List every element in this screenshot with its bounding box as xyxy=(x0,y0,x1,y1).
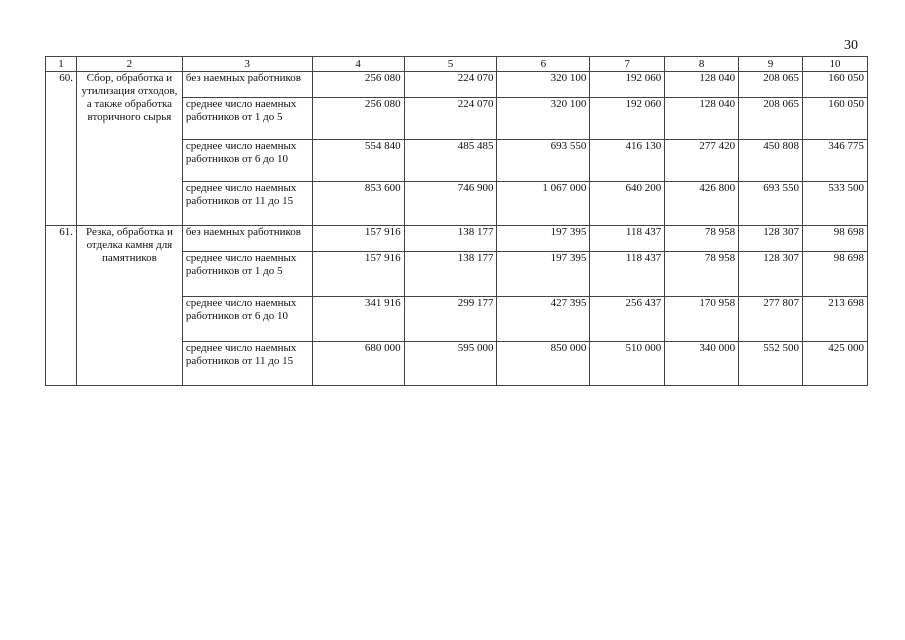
value-cell: 118 437 xyxy=(590,226,665,252)
value-cell: 850 000 xyxy=(497,342,590,386)
value-cell: 208 065 xyxy=(739,72,803,98)
value-cell: 192 060 xyxy=(590,98,665,140)
page-number: 30 xyxy=(844,38,858,53)
value-cell: 320 100 xyxy=(497,98,590,140)
value-cell: 552 500 xyxy=(739,342,803,386)
value-cell: 157 916 xyxy=(312,226,404,252)
column-header: 2 xyxy=(76,57,182,72)
column-header: 7 xyxy=(590,57,665,72)
value-cell: 208 065 xyxy=(739,98,803,140)
value-cell: 320 100 xyxy=(497,72,590,98)
value-cell: 341 916 xyxy=(312,297,404,342)
column-header: 3 xyxy=(182,57,312,72)
condition-cell: без наемных работников xyxy=(182,72,312,98)
value-cell: 256 437 xyxy=(590,297,665,342)
value-cell: 256 080 xyxy=(312,72,404,98)
value-cell: 746 900 xyxy=(404,182,497,226)
condition-cell: среднее число наемных работников от 1 до 5 xyxy=(182,98,312,140)
value-cell: 299 177 xyxy=(404,297,497,342)
value-cell: 340 000 xyxy=(665,342,739,386)
value-cell: 693 550 xyxy=(739,182,803,226)
value-cell: 138 177 xyxy=(404,252,497,297)
column-header: 10 xyxy=(803,57,868,72)
value-cell: 1 067 000 xyxy=(497,182,590,226)
group-number: 60. xyxy=(46,72,77,226)
value-cell: 224 070 xyxy=(404,98,497,140)
value-cell: 160 050 xyxy=(803,72,868,98)
column-header: 5 xyxy=(404,57,497,72)
value-cell: 256 080 xyxy=(312,98,404,140)
value-cell: 98 698 xyxy=(803,226,868,252)
value-cell: 128 307 xyxy=(739,226,803,252)
value-cell: 426 800 xyxy=(665,182,739,226)
value-cell: 128 040 xyxy=(665,72,739,98)
value-cell: 425 000 xyxy=(803,342,868,386)
value-cell: 595 000 xyxy=(404,342,497,386)
value-cell: 197 395 xyxy=(497,252,590,297)
value-cell: 450 808 xyxy=(739,140,803,182)
column-header: 1 xyxy=(46,57,77,72)
value-cell: 510 000 xyxy=(590,342,665,386)
value-cell: 118 437 xyxy=(590,252,665,297)
column-header: 4 xyxy=(312,57,404,72)
value-cell: 680 000 xyxy=(312,342,404,386)
value-cell: 224 070 xyxy=(404,72,497,98)
value-cell: 157 916 xyxy=(312,252,404,297)
condition-cell: среднее число наемных работников от 1 до 5 xyxy=(182,252,312,297)
group-title: Резка, обработка и отделка камня для памятников xyxy=(76,226,182,386)
value-cell: 416 130 xyxy=(590,140,665,182)
column-header: 9 xyxy=(739,57,803,72)
value-cell: 277 420 xyxy=(665,140,739,182)
value-cell: 554 840 xyxy=(312,140,404,182)
value-cell: 78 958 xyxy=(665,226,739,252)
value-cell: 98 698 xyxy=(803,252,868,297)
table-row xyxy=(46,226,868,252)
value-cell: 128 040 xyxy=(665,98,739,140)
value-cell: 277 807 xyxy=(739,297,803,342)
value-cell: 78 958 xyxy=(665,252,739,297)
value-cell: 693 550 xyxy=(497,140,590,182)
condition-cell: среднее число наемных работников от 11 до 15 xyxy=(182,182,312,226)
condition-cell: среднее число наемных работников от 11 до 15 xyxy=(182,342,312,386)
value-cell: 138 177 xyxy=(404,226,497,252)
value-cell: 128 307 xyxy=(739,252,803,297)
column-header: 6 xyxy=(497,57,590,72)
value-cell: 427 395 xyxy=(497,297,590,342)
column-header: 8 xyxy=(665,57,739,72)
group-title: Сбор, обработка и утилизация отходов, а также обработка вторичного сырья xyxy=(76,72,182,226)
rates-table xyxy=(45,56,868,386)
condition-cell: среднее число наемных работников от 6 до 10 xyxy=(182,140,312,182)
value-cell: 346 775 xyxy=(803,140,868,182)
table-row xyxy=(46,72,868,98)
value-cell: 853 600 xyxy=(312,182,404,226)
value-cell: 485 485 xyxy=(404,140,497,182)
condition-cell: без наемных работников xyxy=(182,226,312,252)
value-cell: 197 395 xyxy=(497,226,590,252)
value-cell: 213 698 xyxy=(803,297,868,342)
value-cell: 160 050 xyxy=(803,98,868,140)
value-cell: 192 060 xyxy=(590,72,665,98)
value-cell: 170 958 xyxy=(665,297,739,342)
header-row xyxy=(46,57,868,72)
condition-cell: среднее число наемных работников от 6 до 10 xyxy=(182,297,312,342)
value-cell: 533 500 xyxy=(803,182,868,226)
group-number: 61. xyxy=(46,226,77,386)
value-cell: 640 200 xyxy=(590,182,665,226)
